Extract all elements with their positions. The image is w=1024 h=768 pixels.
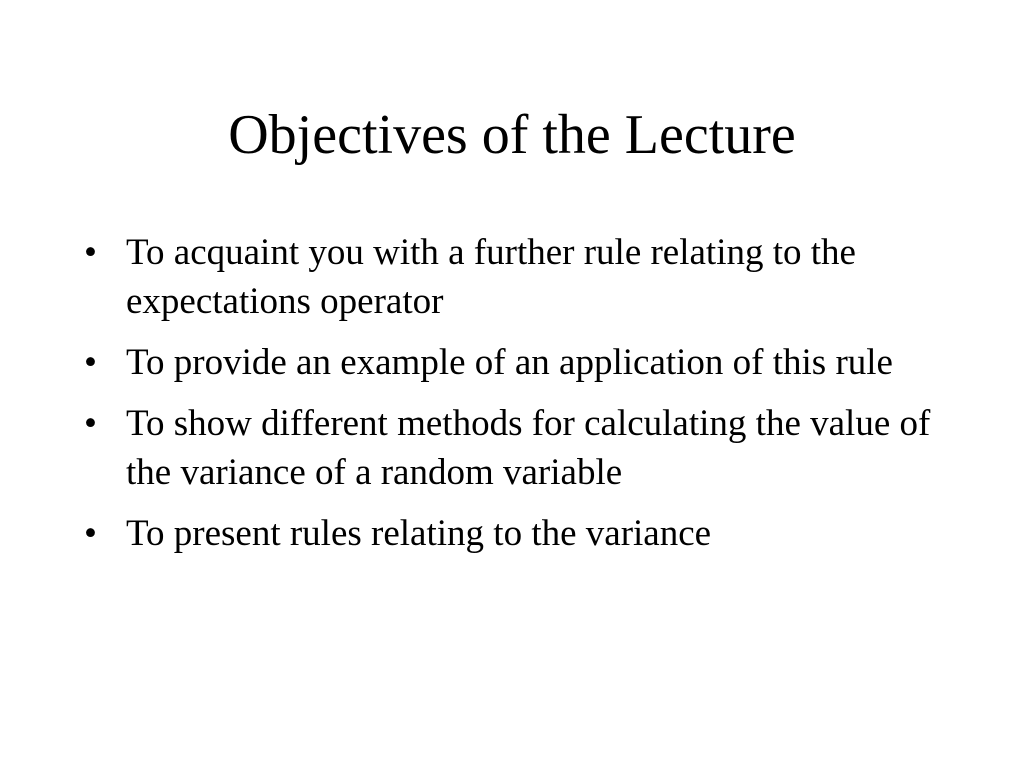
objectives-list: [84, 228, 944, 570]
bullet-text: To provide an example of an application of this rule: [126, 342, 893, 383]
bullet-icon: •: [84, 342, 97, 383]
bullet-icon: •: [84, 232, 97, 273]
list-item: [84, 228, 944, 326]
bullet-text: To acquaint you with a further rule relating to the expectations operator: [126, 232, 856, 322]
slide-title: Objectives of the Lecture: [228, 104, 796, 166]
bullet-text: To present rules relating to the variance: [126, 513, 712, 554]
bullet-icon: •: [84, 513, 97, 554]
bullet-icon: •: [84, 403, 97, 444]
list-item: [84, 509, 944, 558]
bullet-text: To show different methods for calculating the value of the variance of a random variable: [126, 403, 931, 493]
list-item: [84, 338, 944, 387]
list-item: [84, 399, 944, 497]
